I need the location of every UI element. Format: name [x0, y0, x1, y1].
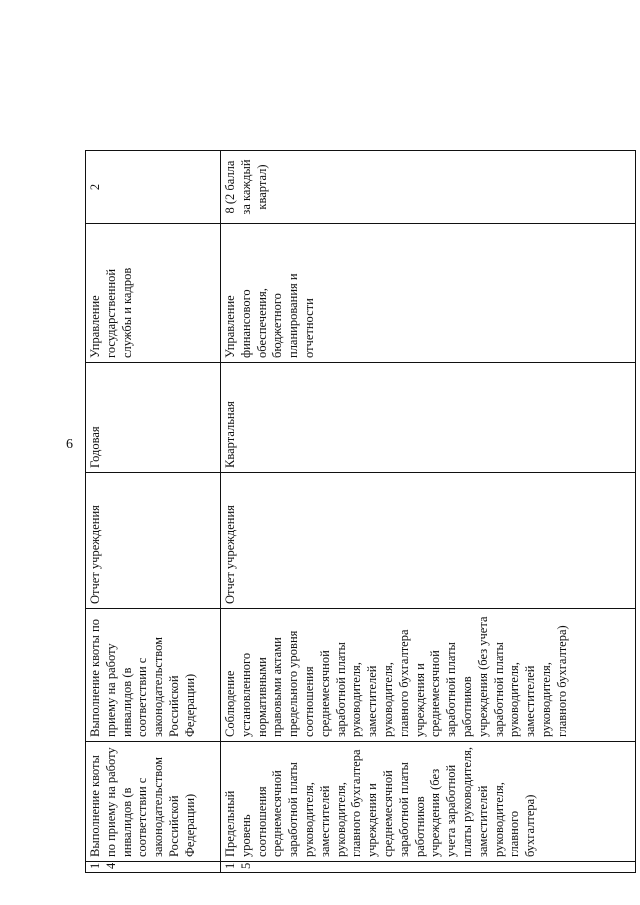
period-cell: Квартальная	[221, 363, 636, 473]
source-cell: Отчет учреждения	[86, 473, 221, 609]
row-number-cell: 14	[86, 862, 221, 873]
period-cell: Годовая	[86, 363, 221, 473]
criterion-cell: Соблюдение установленного нормативными правовыми актами предельного уровня соотношения среднемесячной заработной платы руководителя, заместителей руководителя, главного бухгалтера учреждения и среднемесячной заработной платы работников учреждения (без учета заработной платы руководителя, заместителей руководителя, главного бухгалтера)	[221, 609, 636, 742]
table-row	[221, 151, 636, 873]
department-cell: Управление финансового обеспечения, бюджетного планирования и отчетности	[221, 224, 636, 363]
row-number-cell: 15	[221, 862, 636, 873]
indicator-cell: Выполнение квоты по приему на работу инвалидов (в соответствии с законодательством Российской Федерации)	[86, 742, 221, 862]
department-cell: Управление государственной службы и кадров	[86, 224, 221, 363]
rotated-table-container	[85, 151, 635, 873]
indicator-cell: Предельный уровень соотношения среднемесячной заработной платы руководителя, заместителей руководителя, главного бухгалтера учреждения и среднемесячной заработной платы работников учреждения (без учета заработной платы руководителя, заместителей руководителя, главного бухгалтера)	[221, 742, 636, 862]
points-cell: 8 (2 балла за каждый квартал)	[221, 151, 636, 224]
table-row	[86, 151, 221, 873]
points-cell: 2	[86, 151, 221, 224]
criterion-cell: Выполнение квоты по приему на работу инвалидов (в соответствии с законодательством Российской Федерации)	[86, 609, 221, 742]
source-cell: Отчет учреждения	[221, 473, 636, 609]
page-number: 6	[66, 437, 73, 452]
criteria-table	[85, 150, 636, 873]
